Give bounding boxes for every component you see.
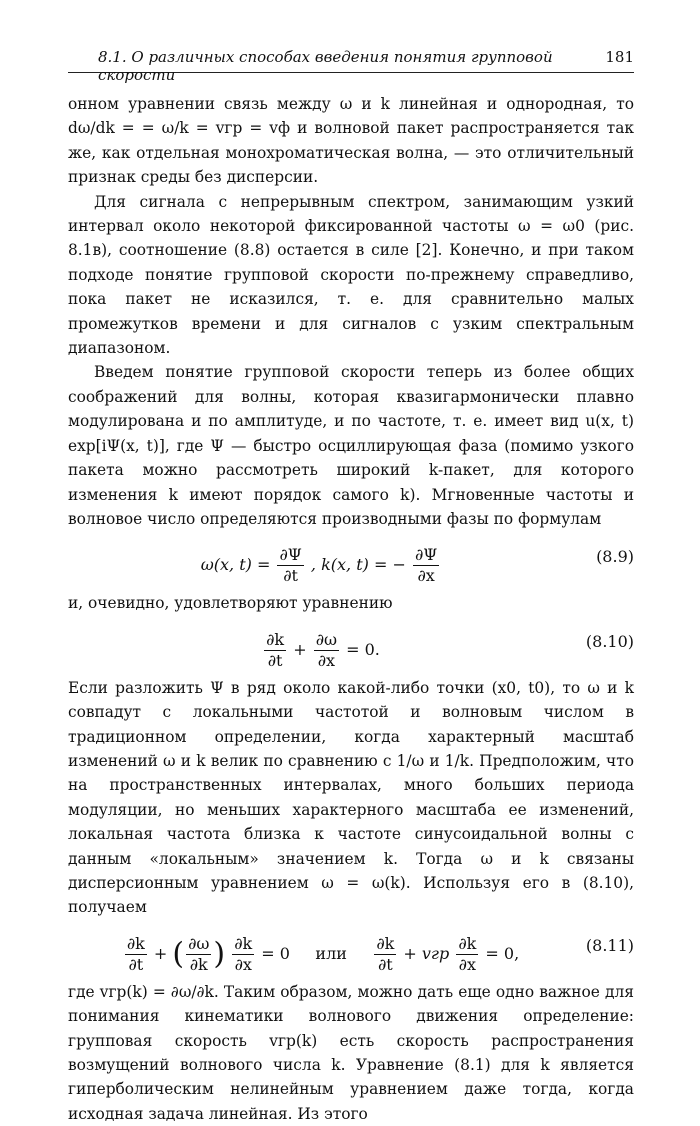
equation-number: (8.10) <box>585 631 634 651</box>
denominator: ∂t <box>267 650 283 670</box>
fraction <box>264 630 286 671</box>
fraction <box>314 630 339 671</box>
fraction <box>125 934 147 975</box>
paragraph: Введем понятие групповой скорости теперь из более общих соображений для волны, которая квазигармонически плавно модулирована и по амплитуде, и по частоте, т. е. имеет вид u(x, t) exp[iΨ(x, t)], где Ψ — быстро осциллирующая фаза (помимо узкого пакета можно рассмотреть широкий k-пакет, для которого изменения k имеют порядок самого k). Мгновенные частоты и волновое число определяются производными фазы по формулам <box>68 363 634 528</box>
fraction <box>456 934 478 975</box>
eq-text: , k(x, t) = − <box>310 555 406 575</box>
page-body <box>68 92 634 1126</box>
denominator: ∂x <box>317 650 335 670</box>
denominator: ∂t <box>128 954 144 974</box>
eq-text: + vгр <box>403 943 450 963</box>
fraction <box>232 934 254 975</box>
paren: ) <box>213 936 226 972</box>
running-header <box>68 46 634 84</box>
numerator: ∂Ψ <box>414 545 438 565</box>
numerator: ∂k <box>126 933 145 953</box>
numerator: ∂ω <box>315 629 338 649</box>
equation-8-10 <box>68 616 634 676</box>
eq-text: = 0 или <box>261 943 368 963</box>
denominator: ∂k <box>189 954 208 974</box>
numerator: ∂k <box>234 933 253 953</box>
fraction <box>186 934 211 975</box>
fraction <box>277 545 303 586</box>
eq-text: = 0, <box>485 943 520 963</box>
fraction <box>413 545 439 586</box>
denominator: ∂x <box>417 566 435 586</box>
equation-8-9 <box>68 531 634 591</box>
paragraph: где vгр(k) = ∂ω/∂k. Таким образом, можно дать еще одно важное для понимания кинематики волнового движения определение: групповая скорость vгр(k) есть скорость распространения возмущений волнового числа k. Уравнение (8.1) для k является гиперболическим нелинейным уравнением даже тогда, когда исходная задача линейная. Из этого <box>68 982 634 1123</box>
numerator: ∂k <box>376 933 395 953</box>
section-title: 8.1. О различных способах введения понятия групповой скорости <box>98 48 553 84</box>
equation-8-11 <box>68 920 634 980</box>
paragraph: Если разложить Ψ в ряд около какой-либо точки (x0, t0), то ω и k совпадут с локальными частотой и волновым числом в традиционном определении, когда характерный масштаб изменений ω и k велик по сравнению с 1/ω и 1/k. Предположим, что на пространственных интервалах, много больших периода модуляции, но меньших характерного масштаба ее изменений, локальная частота близка к частоте синусоидальной волны с данным «локальным» значением k. Тогда ω и k связаны дисперсионным уравнением ω = ω(k). Используя его в (8.10), получаем <box>68 678 634 917</box>
eq-text: = 0. <box>346 639 380 659</box>
denominator: ∂t <box>283 566 298 586</box>
eq-text: + <box>153 943 168 963</box>
numerator: ∂k <box>458 933 477 953</box>
numerator: ∂Ψ <box>279 545 302 565</box>
denominator: ∂t <box>377 954 393 974</box>
paragraph: Для сигнала с непрерывным спектром, занимающим узкий интервал около некоторой фиксированной частоты ω = ω0 (рис. 8.1в), соотношение (8.8) остается в силе [2]. Конечно, и при таком подходе понятие групповой скорости по-прежнему справедливо, пока пакет не исказился, т. е. для сравнительно малых промежутков времени и для сигналов с узким спектральным диапазоном. <box>68 192 634 358</box>
paragraph: и, очевидно, удовлетворяют уравнению <box>68 594 393 613</box>
paragraph: онном уравнении связь между ω и k линейная и однородная, то dω/dk = = ω/k = vгр = vф и волновой пакет распространяется так же, как отдельная монохроматическая волна, — это отличительный признак среды без дисперсии. <box>68 95 634 187</box>
numerator: ∂k <box>266 629 285 649</box>
numerator: ∂ω <box>188 933 210 953</box>
paren: ( <box>172 936 185 972</box>
eq-text: + <box>293 639 307 659</box>
denominator: ∂x <box>234 954 252 974</box>
fraction <box>374 934 396 975</box>
equation-number: (8.9) <box>596 547 634 567</box>
denominator: ∂x <box>458 954 476 974</box>
equation-number: (8.11) <box>585 935 634 955</box>
eq-text: ω(x, t) = <box>200 555 271 575</box>
page-number: 181 <box>605 48 634 66</box>
